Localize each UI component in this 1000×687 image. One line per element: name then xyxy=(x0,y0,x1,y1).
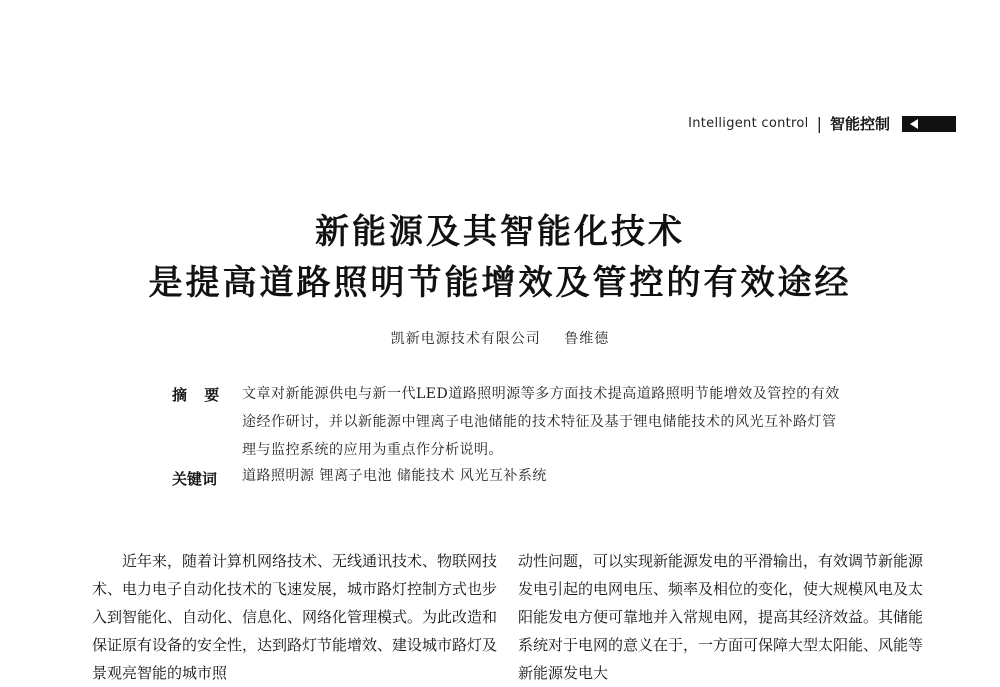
keywords-text: 道路照明源 锂离子电池 储能技术 风光互补系统 xyxy=(242,468,547,484)
body-column-left xyxy=(92,547,497,687)
section-header xyxy=(688,113,956,134)
abstract-label: 摘 要 xyxy=(172,386,226,404)
author-line xyxy=(0,328,1000,348)
title-line-2: 是提高道路照明节能增效及管控的有效途经 xyxy=(148,263,852,303)
section-label-zh: 智能控制 xyxy=(829,115,890,133)
author-name: 鲁维德 xyxy=(564,331,610,347)
keywords-label: 关键词 xyxy=(172,470,218,488)
abstract-text: 文章对新能源供电与新一代LED道路照明源等多方面技术提高道路照明节能增效及管控的有效途经作研讨，并以新能源中锂离子电池储能的技术特征及基于锂电储能技术的风光互补路灯管理与监控系统的应用为重点作分析说明。 xyxy=(242,386,840,458)
section-tab-icon xyxy=(902,116,956,132)
body-column-right xyxy=(518,547,923,687)
author-affiliation: 凯新电源技术有限公司 xyxy=(390,331,541,347)
section-label-en: Intelligent control xyxy=(688,116,809,131)
title-line-1: 新能源及其智能化技术 xyxy=(315,212,685,252)
section-separator: | xyxy=(816,114,822,133)
body-paragraph-right: 动性问题，可以实现新能源发电的平滑输出，有效调节新能源发电引起的电网电压、频率及相位的变化，使大规模风电及太阳能发电方便可靠地并入常规电网，提高其经济效益。其储能系统对于电网的意义在于，一方面可保障大型太阳能、风能等新能源发电大 xyxy=(518,552,924,682)
body-paragraph-left: 近年来，随着计算机网络技术、无线通讯技术、物联网技术、电力电子自动化技术的飞速发展，城市路灯控制方式也步入到智能化、自动化、信息化、网络化管理模式。为此改造和保证原有设备的安全性，达到路灯节能增效、建设城市路灯及景观亮智能的城市照 xyxy=(92,552,498,682)
